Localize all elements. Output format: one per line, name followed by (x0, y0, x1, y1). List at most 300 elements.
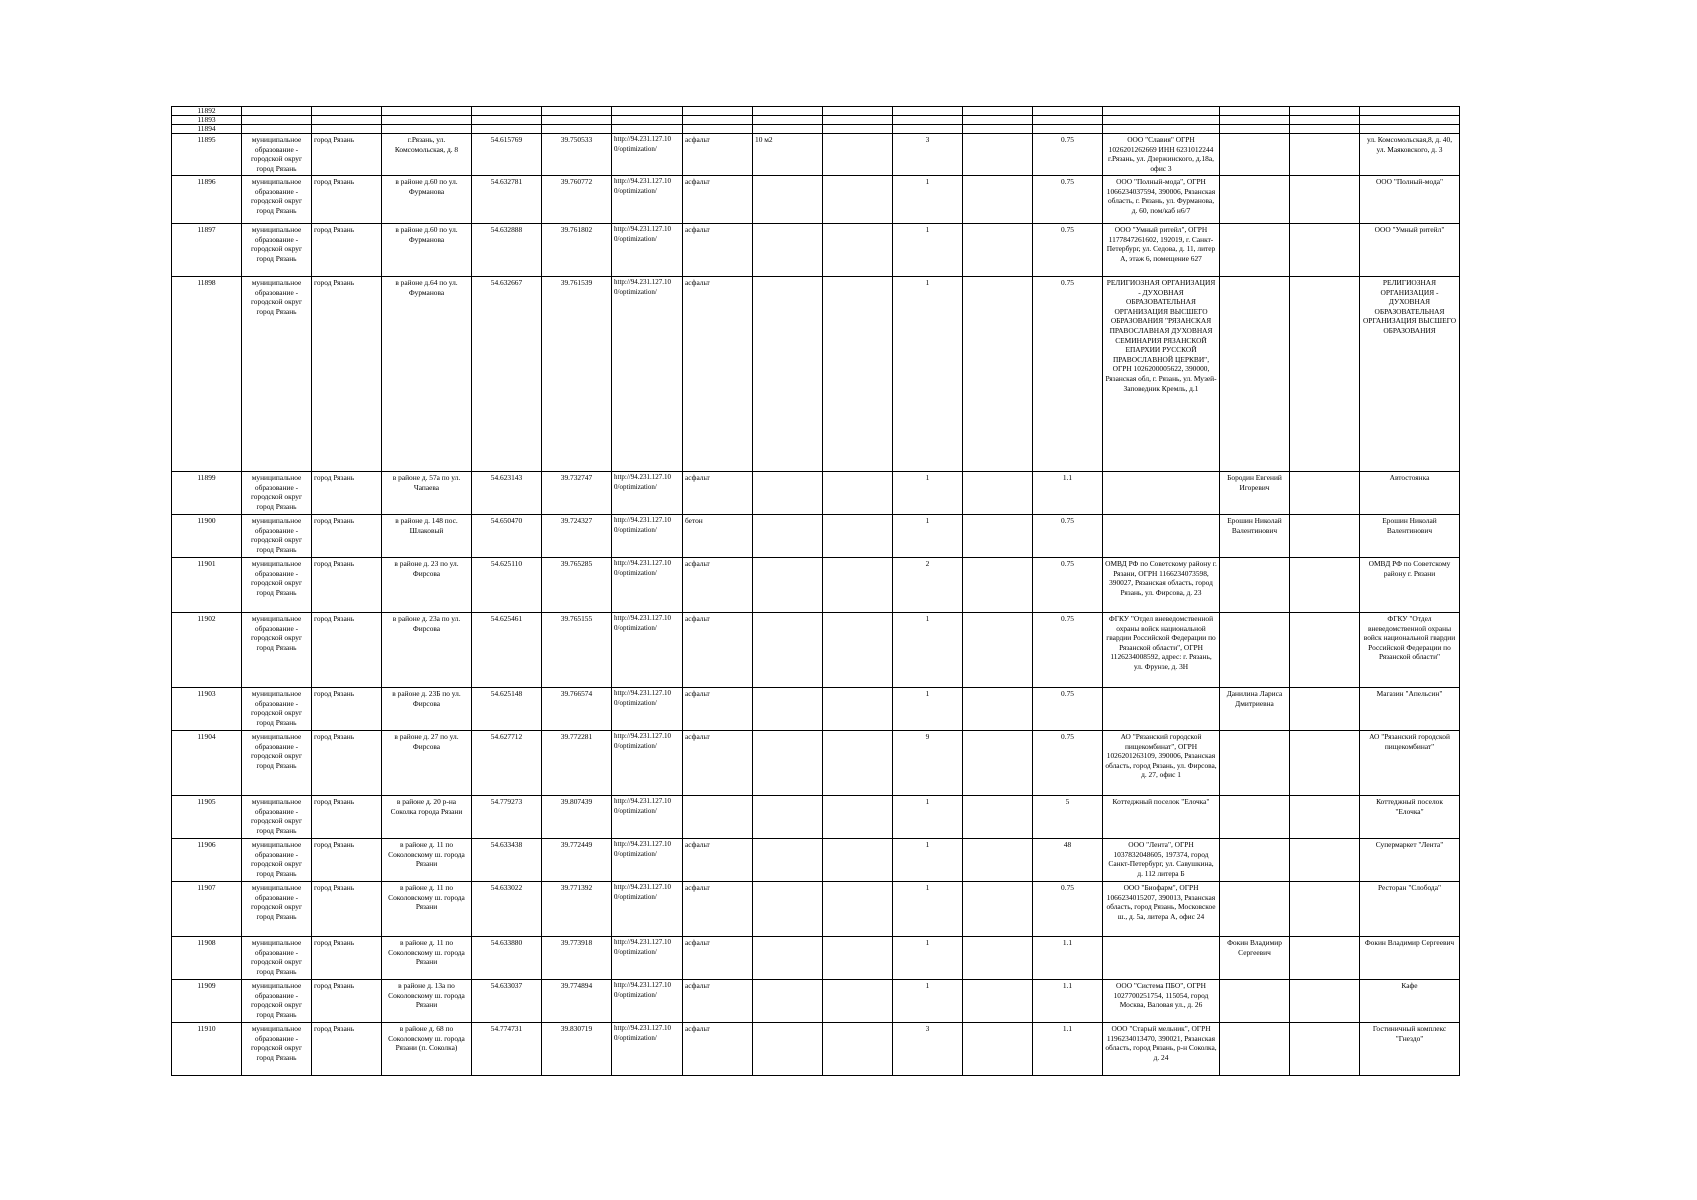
person-cell (1220, 134, 1290, 176)
person-cell (1220, 980, 1290, 1023)
owner-cell: ООО "Лента", ОГРН 1037832048605, 197374, город Санкт-Петербург, ул. Савушкина, д. 112 литера Б (1103, 839, 1220, 882)
city-cell: город Рязань (312, 515, 382, 558)
address-cell: г.Рязань, ул. Комсомольская, д. 8 (382, 134, 472, 176)
longitude-cell: 39.830719 (542, 1023, 612, 1076)
table-cell (1290, 125, 1360, 134)
table-row (172, 613, 1460, 688)
row-number-cell: 11899 (172, 472, 242, 515)
table-cell (1290, 980, 1360, 1023)
surface-cell: асфальт (683, 613, 753, 688)
city-cell: город Рязань (312, 558, 382, 613)
city-cell: город Рязань (312, 937, 382, 980)
waste-source-cell: Кафе (1360, 980, 1460, 1023)
row-number-cell: 11892 (172, 107, 242, 116)
owner-cell (1103, 937, 1220, 980)
table-cell (963, 125, 1033, 134)
table-row (172, 796, 1460, 839)
spreadsheet-page (171, 106, 1460, 1076)
city-cell: город Рязань (312, 176, 382, 224)
municipality-cell: муниципальное образование - городской округ город Рязань (242, 937, 312, 980)
city-cell: город Рязань (312, 277, 382, 472)
surface-cell: асфальт (683, 882, 753, 937)
table-cell (1290, 882, 1360, 937)
table-cell (683, 116, 753, 125)
table-cell (963, 613, 1033, 688)
table-cell (753, 125, 823, 134)
surface-cell: асфальт (683, 937, 753, 980)
link-cell: http://94.231.127.10 0/optimization/ (612, 176, 683, 224)
table-cell (823, 125, 893, 134)
table-cell (963, 558, 1033, 613)
table-cell (1290, 515, 1360, 558)
area-cell (753, 224, 823, 277)
table-cell (823, 107, 893, 116)
waste-source-cell: ул. Комсомольская,8, д. 40, ул. Маяковского, д. 3 (1360, 134, 1460, 176)
link-cell: http://94.231.127.10 0/optimization/ (612, 839, 683, 882)
longitude-cell: 39.766574 (542, 688, 612, 731)
area-cell (753, 980, 823, 1023)
table-cell (963, 731, 1033, 796)
surface-cell: асфальт (683, 134, 753, 176)
area-cell (753, 176, 823, 224)
table-cell (612, 116, 683, 125)
table-cell (823, 937, 893, 980)
table-row (172, 107, 1460, 116)
surface-cell: асфальт (683, 176, 753, 224)
table-row (172, 125, 1460, 134)
longitude-cell: 39.771392 (542, 882, 612, 937)
city-cell: город Рязань (312, 1023, 382, 1076)
table-cell (963, 882, 1033, 937)
table-cell (1290, 937, 1360, 980)
owner-cell: ООО "Старый мельник", ОГРН 1196234013470, 390021, Рязанская область, город Рязань, р-н Соколка, д. 24 (1103, 1023, 1220, 1076)
row-number-cell: 11895 (172, 134, 242, 176)
link-cell: http://94.231.127.10 0/optimization/ (612, 277, 683, 472)
table-cell (963, 937, 1033, 980)
container-count-cell: 1 (893, 796, 963, 839)
area-cell (753, 882, 823, 937)
municipality-cell: муниципальное образование - городской округ город Рязань (242, 277, 312, 472)
table-cell (1290, 277, 1360, 472)
city-cell: город Рязань (312, 688, 382, 731)
owner-cell: РЕЛИГИОЗНАЯ ОРГАНИЗАЦИЯ - ДУХОВНАЯ ОБРАЗОВАТЕЛЬНАЯ ОРГАНИЗАЦИЯ ВЫСШЕГО ОБРАЗОВАНИЯ "РЯЗАНСКАЯ ПРАВОСЛАВНАЯ ДУХОВНАЯ СЕМИНАРИЯ РЯЗАНСКОЙ ЕПАРХИИ РУССКОЙ ПРАВОСЛАВНОЙ ЦЕРКВИ", ОГРН 1026200005622, 390000, Рязанская обл, г. Рязань, ул. Музей-Заповедник Кремль, д.1 (1103, 277, 1220, 472)
volume-cell: 5 (1033, 796, 1103, 839)
owner-cell (1103, 515, 1220, 558)
table-cell (242, 125, 312, 134)
table-cell (893, 107, 963, 116)
volume-cell: 1.1 (1033, 1023, 1103, 1076)
table-cell (823, 882, 893, 937)
table-cell (1290, 688, 1360, 731)
table-cell (382, 107, 472, 116)
longitude-cell: 39.750533 (542, 134, 612, 176)
table-cell (242, 116, 312, 125)
container-count-cell: 9 (893, 731, 963, 796)
table-cell (963, 107, 1033, 116)
volume-cell: 0.75 (1033, 176, 1103, 224)
latitude-cell: 54.615769 (472, 134, 542, 176)
person-cell (1220, 613, 1290, 688)
volume-cell: 0.75 (1033, 515, 1103, 558)
city-cell: город Рязань (312, 224, 382, 277)
table-cell (963, 839, 1033, 882)
person-cell (1220, 277, 1290, 472)
table-cell (963, 116, 1033, 125)
person-cell: Бородин Евгений Игоревич (1220, 472, 1290, 515)
table-row (172, 839, 1460, 882)
link-cell: http://94.231.127.10 0/optimization/ (612, 558, 683, 613)
municipality-cell: муниципальное образование - городской округ город Рязань (242, 688, 312, 731)
table-cell (1220, 107, 1290, 116)
owner-cell: Коттеджный поселок "Елочка" (1103, 796, 1220, 839)
table-cell (823, 839, 893, 882)
municipality-cell: муниципальное образование - городской округ город Рязань (242, 980, 312, 1023)
surface-cell: асфальт (683, 839, 753, 882)
address-cell: в районе д. 23 по ул. Фирсова (382, 558, 472, 613)
link-cell: http://94.231.127.10 0/optimization/ (612, 134, 683, 176)
longitude-cell: 39.765285 (542, 558, 612, 613)
table-cell (612, 125, 683, 134)
table-cell (1033, 125, 1103, 134)
container-count-cell: 1 (893, 515, 963, 558)
row-number-cell: 11908 (172, 937, 242, 980)
table-cell (823, 134, 893, 176)
city-cell: город Рязань (312, 134, 382, 176)
table-row (172, 116, 1460, 125)
table-cell (1033, 107, 1103, 116)
row-number-cell: 11893 (172, 116, 242, 125)
table-cell (1290, 839, 1360, 882)
table-cell (472, 107, 542, 116)
container-count-cell: 1 (893, 688, 963, 731)
municipality-cell: муниципальное образование - городской округ город Рязань (242, 224, 312, 277)
table-cell (823, 277, 893, 472)
link-cell: http://94.231.127.10 0/optimization/ (612, 613, 683, 688)
area-cell (753, 472, 823, 515)
table-cell (382, 116, 472, 125)
area-cell (753, 558, 823, 613)
table-cell (472, 125, 542, 134)
longitude-cell: 39.761802 (542, 224, 612, 277)
area-cell (753, 515, 823, 558)
volume-cell: 0.75 (1033, 731, 1103, 796)
container-count-cell: 2 (893, 558, 963, 613)
container-count-cell: 1 (893, 980, 963, 1023)
volume-cell: 0.75 (1033, 277, 1103, 472)
row-number-cell: 11896 (172, 176, 242, 224)
address-cell: в районе д. 11 по Соколовскому ш. города Рязани (382, 839, 472, 882)
volume-cell: 0.75 (1033, 613, 1103, 688)
table-cell (823, 224, 893, 277)
waste-source-cell: Автостоянка (1360, 472, 1460, 515)
table-cell (1033, 116, 1103, 125)
address-cell: в районе д.60 по ул. Фурманова (382, 176, 472, 224)
table-cell (823, 558, 893, 613)
row-number-cell: 11904 (172, 731, 242, 796)
owner-cell: ОМВД РФ по Советскому району г. Рязани, ОГРН 1166234073598, 390027, Рязанская область, город Рязань, ул. Фирсова, д. 23 (1103, 558, 1220, 613)
table-row (172, 176, 1460, 224)
table-cell (1290, 224, 1360, 277)
waste-source-cell: Магазин "Апельсин" (1360, 688, 1460, 731)
table-row (172, 882, 1460, 937)
table-cell (312, 116, 382, 125)
waste-source-cell: Ерошин Николай Валентинович (1360, 515, 1460, 558)
table-cell (963, 688, 1033, 731)
table-cell (963, 176, 1033, 224)
table-cell (753, 107, 823, 116)
person-cell: Ерошин Николай Валентинович (1220, 515, 1290, 558)
waste-source-cell: Фокин Владимир Сергеевич (1360, 937, 1460, 980)
latitude-cell: 54.632781 (472, 176, 542, 224)
person-cell (1220, 882, 1290, 937)
table-row (172, 515, 1460, 558)
surface-cell: асфальт (683, 731, 753, 796)
table-cell (963, 134, 1033, 176)
waste-source-cell: ФГКУ "Отдел вневедомственной охраны войск национальной гвардии Российской Федерации по Рязанской области" (1360, 613, 1460, 688)
latitude-cell: 54.774731 (472, 1023, 542, 1076)
latitude-cell: 54.625148 (472, 688, 542, 731)
address-cell: в районе д.60 по ул. Фурманова (382, 224, 472, 277)
waste-source-cell: АО "Рязанский городской пищекомбинат" (1360, 731, 1460, 796)
owner-cell (1103, 472, 1220, 515)
table-cell (823, 796, 893, 839)
link-cell: http://94.231.127.10 0/optimization/ (612, 224, 683, 277)
link-cell: http://94.231.127.10 0/optimization/ (612, 472, 683, 515)
table-cell (542, 116, 612, 125)
container-count-cell: 1 (893, 224, 963, 277)
latitude-cell: 54.627712 (472, 731, 542, 796)
surface-cell (683, 796, 753, 839)
row-number-cell: 11906 (172, 839, 242, 882)
address-cell: в районе д. 11 по Соколовскому ш. города Рязани (382, 882, 472, 937)
table-cell (1290, 176, 1360, 224)
volume-cell: 0.75 (1033, 224, 1103, 277)
table-row (172, 1023, 1460, 1076)
person-cell: Фокин Владимир Сергеевич (1220, 937, 1290, 980)
surface-cell: асфальт (683, 277, 753, 472)
table-cell (823, 515, 893, 558)
table-cell (823, 116, 893, 125)
table-cell (1290, 613, 1360, 688)
latitude-cell: 54.779273 (472, 796, 542, 839)
volume-cell: 0.75 (1033, 134, 1103, 176)
container-count-cell: 1 (893, 882, 963, 937)
table-cell (893, 125, 963, 134)
table-cell (1360, 107, 1460, 116)
table-cell (1360, 125, 1460, 134)
municipality-cell: муниципальное образование - городской округ город Рязань (242, 796, 312, 839)
container-count-cell: 1 (893, 472, 963, 515)
latitude-cell: 54.650470 (472, 515, 542, 558)
surface-cell: асфальт (683, 472, 753, 515)
table-cell (1290, 134, 1360, 176)
area-cell (753, 731, 823, 796)
table-cell (683, 125, 753, 134)
municipality-cell: муниципальное образование - городской округ город Рязань (242, 134, 312, 176)
table-cell (963, 472, 1033, 515)
table-cell (823, 1023, 893, 1076)
latitude-cell: 54.623143 (472, 472, 542, 515)
municipality-cell: муниципальное образование - городской округ город Рязань (242, 882, 312, 937)
table-row (172, 558, 1460, 613)
table-cell (1360, 116, 1460, 125)
address-cell: в районе д. 148 пос. Шлаковый (382, 515, 472, 558)
owner-cell: ООО "Славия" ОГРН 1026201262669 ИНН 6231012244 г.Рязань, ул. Дзержинского, д.18а, офис 3 (1103, 134, 1220, 176)
city-cell: город Рязань (312, 796, 382, 839)
person-cell (1220, 839, 1290, 882)
owner-cell: ООО "Умный ритейл", ОГРН 1177847261602, 192019, г. Санкт-Петербург, ул. Седова, д. 11, литер А, этаж 6, помещение 627 (1103, 224, 1220, 277)
latitude-cell: 54.632888 (472, 224, 542, 277)
owner-cell: АО "Рязанский городской пищекомбинат", ОГРН 1026201263109, 390006, Рязанская область, город Рязань, ул. Фирсова, д. 27, офис 1 (1103, 731, 1220, 796)
table-row (172, 937, 1460, 980)
municipality-cell: муниципальное образование - городской округ город Рязань (242, 613, 312, 688)
table-cell (242, 107, 312, 116)
latitude-cell: 54.625110 (472, 558, 542, 613)
container-count-cell: 1 (893, 839, 963, 882)
row-number-cell: 11902 (172, 613, 242, 688)
table-cell (823, 980, 893, 1023)
table-cell (312, 125, 382, 134)
table-cell (1220, 116, 1290, 125)
table-cell (472, 116, 542, 125)
table-cell (612, 107, 683, 116)
surface-cell: бетон (683, 515, 753, 558)
area-cell: 10 м2 (753, 134, 823, 176)
table-cell (312, 107, 382, 116)
surface-cell: асфальт (683, 558, 753, 613)
municipality-cell: муниципальное образование - городской округ город Рязань (242, 176, 312, 224)
city-cell: город Рязань (312, 472, 382, 515)
table-row (172, 731, 1460, 796)
container-count-cell: 3 (893, 1023, 963, 1076)
area-cell (753, 688, 823, 731)
table-cell (1290, 1023, 1360, 1076)
address-cell: в районе д. 27 по ул. Фирсова (382, 731, 472, 796)
city-cell: город Рязань (312, 731, 382, 796)
volume-cell: 1.1 (1033, 980, 1103, 1023)
table-row (172, 277, 1460, 472)
volume-cell: 0.75 (1033, 688, 1103, 731)
table-cell (963, 224, 1033, 277)
row-number-cell: 11901 (172, 558, 242, 613)
row-number-cell: 11898 (172, 277, 242, 472)
table-cell (1290, 116, 1360, 125)
surface-cell: асфальт (683, 224, 753, 277)
person-cell (1220, 558, 1290, 613)
table-cell (1290, 472, 1360, 515)
city-cell: город Рязань (312, 839, 382, 882)
table-cell (1290, 731, 1360, 796)
table-cell (823, 176, 893, 224)
longitude-cell: 39.772449 (542, 839, 612, 882)
volume-cell: 1.1 (1033, 937, 1103, 980)
table-cell (1290, 796, 1360, 839)
person-cell (1220, 1023, 1290, 1076)
address-cell: в районе д. 13а по Соколовскому ш. города Рязани (382, 980, 472, 1023)
link-cell: http://94.231.127.10 0/optimization/ (612, 937, 683, 980)
volume-cell: 1.1 (1033, 472, 1103, 515)
link-cell: http://94.231.127.10 0/optimization/ (612, 688, 683, 731)
link-cell: http://94.231.127.10 0/optimization/ (612, 796, 683, 839)
area-cell (753, 937, 823, 980)
owner-cell (1103, 688, 1220, 731)
row-number-cell: 11900 (172, 515, 242, 558)
municipality-cell: муниципальное образование - городской округ город Рязань (242, 558, 312, 613)
latitude-cell: 54.633880 (472, 937, 542, 980)
table-cell (823, 613, 893, 688)
address-cell: в районе д.64 по ул. Фурманова (382, 277, 472, 472)
longitude-cell: 39.765155 (542, 613, 612, 688)
city-cell: город Рязань (312, 980, 382, 1023)
row-number-cell: 11907 (172, 882, 242, 937)
municipality-cell: муниципальное образование - городской округ город Рязань (242, 839, 312, 882)
link-cell: http://94.231.127.10 0/optimization/ (612, 515, 683, 558)
row-number-cell: 11894 (172, 125, 242, 134)
table-cell (893, 116, 963, 125)
owner-cell: ООО "Биофарм", ОГРН 1066234015207, 390013, Рязанская область, город Рязань, Московское ш., д. 5а, литера А, офис 24 (1103, 882, 1220, 937)
table-cell (542, 125, 612, 134)
volume-cell: 0.75 (1033, 558, 1103, 613)
container-count-cell: 1 (893, 277, 963, 472)
latitude-cell: 54.633438 (472, 839, 542, 882)
table-cell (963, 277, 1033, 472)
address-cell: в районе д. 23Б по ул. Фирсова (382, 688, 472, 731)
table-cell (1220, 125, 1290, 134)
address-cell: в районе д. 23а по ул. Фирсова (382, 613, 472, 688)
table-row (172, 688, 1460, 731)
area-cell (753, 613, 823, 688)
table-cell (823, 731, 893, 796)
city-cell: город Рязань (312, 613, 382, 688)
table-row (172, 224, 1460, 277)
person-cell: Данилина Лариса Дмитриевна (1220, 688, 1290, 731)
table-row (172, 980, 1460, 1023)
waste-source-cell: ООО "Полный-мода" (1360, 176, 1460, 224)
area-cell (753, 277, 823, 472)
person-cell (1220, 224, 1290, 277)
table-cell (963, 1023, 1033, 1076)
container-count-cell: 1 (893, 937, 963, 980)
owner-cell: ООО "Полный-мода", ОГРН 1066234037594, 390006, Рязанская область, г. Рязань, ул. Фурманова, д. 60, пом/каб н6/7 (1103, 176, 1220, 224)
table-cell (753, 116, 823, 125)
waste-source-cell: Супермаркет "Лента" (1360, 839, 1460, 882)
owner-cell: ООО "Система ПБО", ОГРН 1027700251754, 115054, город Москва, Валовая ул., д. 26 (1103, 980, 1220, 1023)
municipality-cell: муниципальное образование - городской округ город Рязань (242, 1023, 312, 1076)
container-count-cell: 1 (893, 613, 963, 688)
registry-table (171, 106, 1460, 1076)
longitude-cell: 39.724327 (542, 515, 612, 558)
municipality-cell: муниципальное образование - городской округ город Рязань (242, 731, 312, 796)
row-number-cell: 11897 (172, 224, 242, 277)
latitude-cell: 54.633022 (472, 882, 542, 937)
surface-cell: асфальт (683, 980, 753, 1023)
waste-source-cell: Ресторан "Слобода" (1360, 882, 1460, 937)
waste-source-cell: ОМВД РФ по Советскому району г. Рязани (1360, 558, 1460, 613)
table-cell (963, 796, 1033, 839)
address-cell: в районе д. 57а по ул. Чапаева (382, 472, 472, 515)
area-cell (753, 1023, 823, 1076)
table-cell (963, 515, 1033, 558)
person-cell (1220, 796, 1290, 839)
table-cell (683, 107, 753, 116)
table-cell (382, 125, 472, 134)
container-count-cell: 1 (893, 176, 963, 224)
table-cell (823, 472, 893, 515)
table-row (172, 134, 1460, 176)
table-cell (823, 688, 893, 731)
owner-cell: ФГКУ "Отдел вневедомственной охраны войск национальной гвардии Российской Федерации по Рязанской области", ОГРН 1126234008592, адрес: г. Рязань, ул. Фрунзе, д. 3Н (1103, 613, 1220, 688)
row-number-cell: 11910 (172, 1023, 242, 1076)
